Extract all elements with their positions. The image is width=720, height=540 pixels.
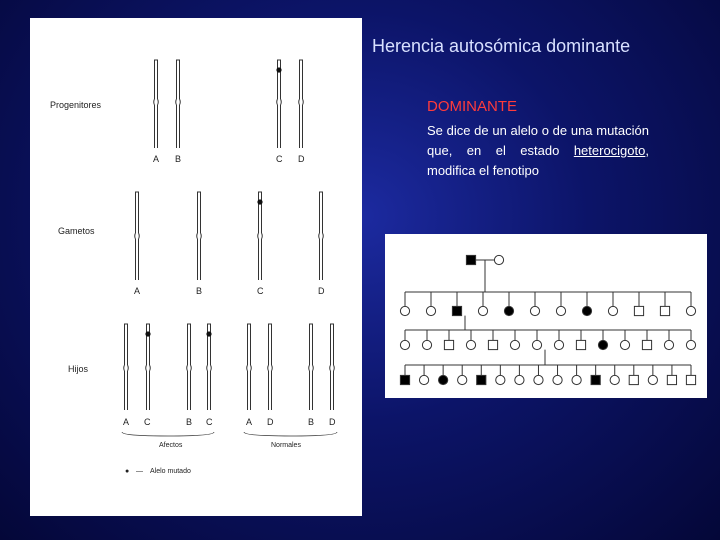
gamete-chromosome-c-mutation-dot [257,199,262,204]
label-gametes: Gametos [58,226,95,236]
child3-allele-d: D [267,417,274,427]
pedigree-female-gen3-11 [620,340,629,349]
pedigree-female-gen4-7 [515,375,524,384]
pedigree-male-gen4-5 [477,375,486,384]
parent1-chromosome-a [154,60,159,148]
child4-allele-d: D [329,417,336,427]
pedigree-female-gen2-6 [530,306,539,315]
pedigree-female-gen2-12 [686,306,695,315]
pedigree-male-gen2-3 [452,306,461,315]
child2-allele-b: B [186,417,193,427]
pedigree-male-gen3-5 [488,340,497,349]
child3-chromosome-a [247,324,252,410]
pedigree-female-gen4-2 [419,375,428,384]
pedigree-male-gen4-1 [400,375,409,384]
parent2-chromosome-d [299,60,304,148]
gamete-chromosome-a [135,192,140,280]
parent1-chromosome-b [176,60,181,148]
parent-allele-a: A [153,154,160,164]
gamete-chromosome-d [319,192,324,280]
chromosome-diagram [30,18,362,516]
legend-text: Alelo mutado [150,468,191,475]
child3-chromosome-d [268,324,273,410]
gamete-chromosome-c [257,192,262,280]
pedigree-female-gen3-10 [598,340,607,349]
pedigree-male-gen2-10 [634,306,643,315]
child1-chromosome-c-mutation-dot [145,331,150,336]
child2-allele-c: C [206,417,213,427]
pedigree-female-gen4-8 [534,375,543,384]
pedigree-male-gen4-16 [686,375,695,384]
definition-text-before: Se dice de un alelo o de una mutación que, en el estado [427,123,649,158]
pedigree-female-gen2-5 [504,306,513,315]
gamete-allele-b: B [196,286,203,296]
pedigree-female-gen2-8 [582,306,591,315]
pedigree-female-gen2-2 [426,306,435,315]
pedigree-female-gen3-4 [466,340,475,349]
child2-chromosome-b [187,324,192,410]
pedigree-male-gen4-11 [591,375,600,384]
child4-chromosome-b [309,324,314,410]
child4-allele-b: B [308,417,315,427]
group-label-normal: Normales [271,442,301,449]
affected-bracket [122,432,214,436]
pedigree-male-gen3-9 [576,340,585,349]
definition-text [427,121,649,181]
group-label-affected: Afectos [159,442,183,449]
child1-allele-a: A [123,417,130,427]
child1-chromosome-a [124,324,129,410]
pedigree-female-gen3-1 [400,340,409,349]
pedigree-female-gen4-10 [572,375,581,384]
pedigree-female-gen2-7 [556,306,565,315]
gamete-allele-a: A [134,286,141,296]
child2-chromosome-c-mutation-dot [206,331,211,336]
pedigree-female-gen2-1 [400,306,409,315]
inheritance-diagram [30,18,362,516]
definition-heading: DOMINANTE [427,98,517,115]
gamete-allele-d: D [318,286,325,296]
pedigree-chart [385,234,707,398]
label-children: Hijos [68,364,89,374]
pedigree-female-gen4-3 [439,375,448,384]
normal-bracket [244,432,337,436]
definition-term: heterocigoto [573,143,646,158]
pedigree-male-gen4-15 [667,375,676,384]
child2-chromosome-c [206,324,211,410]
parent-allele-b: B [175,154,182,164]
child1-allele-c: C [144,417,151,427]
gamete-chromosome-b [197,192,202,280]
pedigree-female-gen4-4 [458,375,467,384]
pedigree-female-gen4-12 [610,375,619,384]
pedigree-male-gen2-11 [660,306,669,315]
pedigree-female-gen3-14 [686,340,695,349]
pedigree-female-gen4-6 [496,375,505,384]
pedigree-svg [385,234,707,398]
legend-mutated-dot: ● [125,468,130,475]
parent-allele-d: D [298,154,305,164]
slide-title: Herencia autosómica dominante [372,36,631,56]
legend-symbol: — [136,468,143,475]
gamete-allele-c: C [257,286,264,296]
label-parents: Progenitores [50,100,102,110]
pedigree-female-gen4-9 [553,375,562,384]
pedigree-female-gen4-14 [648,375,657,384]
pedigree-female-gen3-6 [510,340,519,349]
pedigree-female-gen3-7 [532,340,541,349]
child3-allele-a: A [246,417,253,427]
pedigree-male-gen3-12 [642,340,651,349]
parent2-chromosome-c-mutation-dot [276,67,281,72]
child1-chromosome-c [145,324,150,410]
pedigree-male-gen4-13 [629,375,638,384]
pedigree-female-gen3-2 [422,340,431,349]
pedigree-female-gen3-13 [664,340,673,349]
child4-chromosome-d [330,324,335,410]
definition-text-after: , modifica el fenotipo [427,143,649,178]
pedigree-female-gen1-2 [494,255,503,264]
pedigree-female-gen2-9 [608,306,617,315]
pedigree-female-gen2-4 [478,306,487,315]
pedigree-male-gen1-1 [466,255,475,264]
pedigree-male-gen3-3 [444,340,453,349]
parent-allele-c: C [276,154,283,164]
pedigree-female-gen3-8 [554,340,563,349]
parent2-chromosome-c [276,60,281,148]
